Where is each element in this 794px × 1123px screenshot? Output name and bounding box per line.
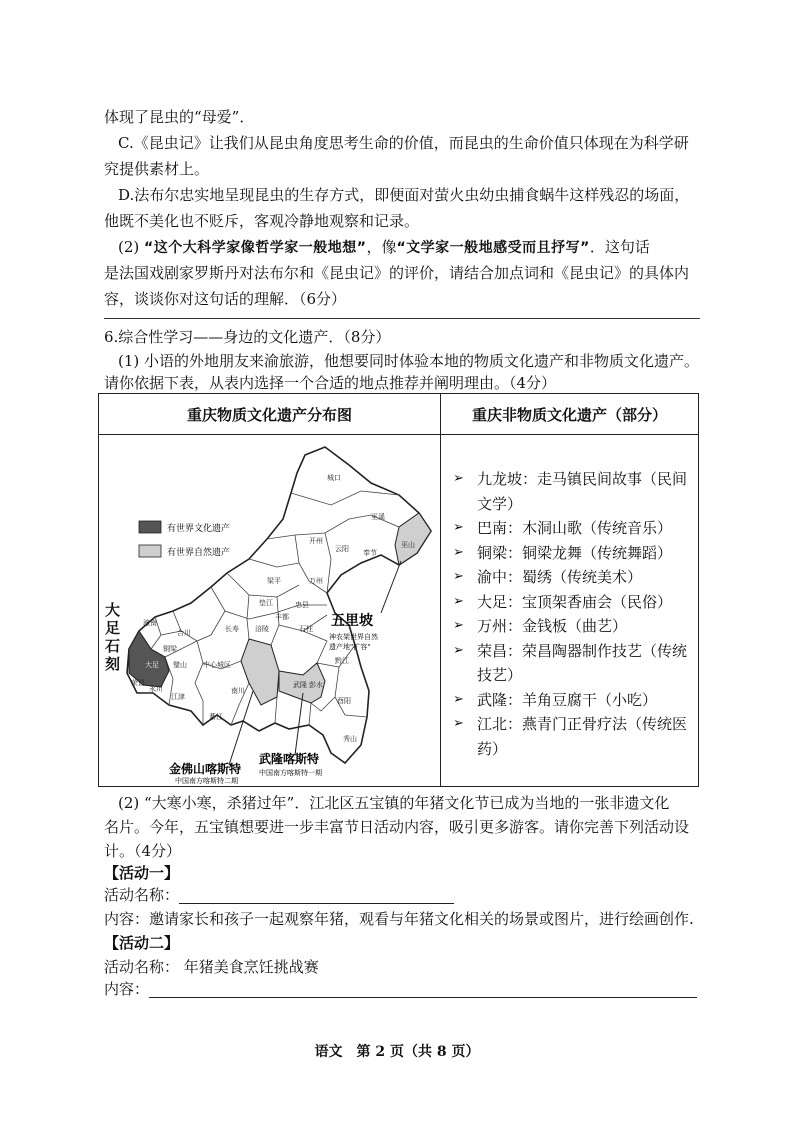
text-line: 究提供素材上。: [104, 160, 210, 178]
text-fragment: ，像: [366, 238, 397, 256]
activity-2-content-row: [104, 978, 697, 1000]
label-dazu: 大足: [145, 661, 159, 669]
text-line: 名片。今年，五宝镇想要进一步丰富节日活动内容，吸引更多游客。请你完善下列活动设: [104, 818, 690, 836]
label-bishan: 璧山: [173, 661, 187, 669]
label-xiushan: 秀山: [343, 735, 357, 743]
label-wushan: 巫山: [401, 541, 415, 549]
list-item: [453, 516, 688, 541]
label-tongnan: 潼南: [143, 619, 157, 627]
list-item-text: 大足：宝顶架香庙会（民俗）: [477, 592, 673, 611]
intangible-list: [441, 435, 698, 761]
arrow-bullet-icon: ➢: [453, 471, 464, 486]
text-fragment: ．这句话: [589, 238, 650, 256]
legend-nature-label: 有世界自然遗产: [167, 548, 231, 558]
list-item: [453, 639, 688, 664]
label-shizhu: 石柱: [299, 625, 313, 633]
label-rongchang: 荣昌: [131, 679, 145, 687]
legend-nature-swatch: [139, 545, 161, 557]
answer-line[interactable]: [104, 318, 700, 319]
activity-1-name-blank[interactable]: [179, 887, 454, 904]
dazu-callout: [105, 601, 125, 673]
wulipo-title: 五里坡: [331, 613, 373, 629]
list-item-cont: [453, 737, 688, 762]
dazu-char-1: 大: [105, 601, 121, 619]
list-item-cont: [453, 492, 688, 517]
list-item: [453, 565, 688, 590]
label-tongliang: 铜梁: [163, 645, 177, 653]
label-zhongxian: 忠县: [295, 601, 309, 609]
label-qianjiang: 黔江: [335, 657, 349, 665]
label-pengshui: 彭水: [309, 681, 323, 689]
map-cell: [99, 435, 441, 787]
label-kaizhou: 开州: [309, 537, 323, 545]
wulipo-sub1: 神农架世界自然: [329, 633, 378, 641]
legend-culture-label: 有世界文化遗产: [167, 524, 231, 534]
map-outline: [127, 447, 431, 763]
activity-2-heading: 【活动二】: [104, 934, 180, 952]
question-6-title: 6.综合性学习——身边的文化遗产．（8分）: [104, 328, 391, 346]
list-item: [453, 614, 688, 639]
arrow-bullet-icon: ➢: [453, 691, 464, 707]
heritage-table: [98, 393, 699, 787]
list-item: [453, 688, 688, 713]
arrow-bullet-icon: ➢: [453, 569, 464, 584]
intangible-list-cell: [441, 435, 699, 787]
list-item: [453, 467, 688, 492]
text-line: 他既不美化也不贬斥，客观冷静地观察和记录。: [104, 212, 420, 230]
activity-2-content-label: 内容：: [104, 980, 150, 998]
text-line: 是法国戏剧家罗斯丹对法布尔和《昆虫记》的评价，请结合加点词和《昆虫记》的具体内: [104, 264, 690, 282]
list-item-text: 文学）: [477, 494, 523, 513]
activity-1-name-row: [104, 884, 454, 906]
arrow-bullet-icon: ➢: [453, 593, 464, 609]
jinfo-sub: 中国南方喀斯特二期: [175, 777, 238, 785]
activity-1-content: 内容：邀请家长和孩子一起观察年猪，观看与年猪文化相关的场景或图片，进行绘画创作.: [104, 910, 694, 928]
wulong-title: 武隆喀斯特: [259, 752, 320, 766]
list-item: [453, 590, 688, 615]
list-item-text: 荣昌：荣昌陶器制作技艺（传统: [477, 641, 688, 660]
text-line: (1) 小语的外地朋友来渝旅游，他想要同时体验本地的物质文化遗产和非物质文化遗产。: [118, 352, 700, 370]
arrow-bullet-icon: ➢: [453, 520, 464, 535]
question-number: (2): [118, 238, 140, 256]
quote-philosopher: “这个大科学家像哲学家一般地想”: [144, 240, 367, 256]
arrow-bullet-icon: ➢: [453, 642, 464, 658]
label-center: 中心城区: [203, 661, 231, 669]
label-qijiang: 綦江: [209, 713, 223, 721]
legend-culture-swatch: [139, 521, 161, 533]
quote-writer: “文学家一般地感受而且抒写”: [396, 240, 590, 256]
list-header: 重庆非物质文化遗产（部分）: [441, 394, 699, 435]
dazu-char-3: 石: [105, 637, 121, 655]
list-item: [453, 541, 688, 566]
label-youyang: 酉阳: [337, 697, 351, 705]
text-line: 体现了昆虫的“母爱”．: [104, 108, 255, 126]
label-liangping: 梁平: [267, 577, 281, 585]
list-item-text: 巴南：木洞山歌（传统音乐）: [477, 519, 673, 537]
activity-1-name-label: 活动名称：: [104, 886, 180, 904]
text-line: (2) “大寒小寒，杀猪过年”．江北区五宝镇的年猪文化节已成为当地的一张非遗文化: [118, 794, 670, 812]
label-chengkou: 城口: [327, 474, 341, 482]
option-c: C.《昆虫记》让我们从昆虫角度思考生命的价值，而昆虫的生命价值只体现在为科学研: [118, 134, 689, 152]
label-wuxi: 巫溪: [371, 513, 385, 521]
label-fengdu: 丰都: [275, 613, 289, 621]
label-changshou: 长寿: [225, 625, 239, 633]
jinfo-title: 金佛山喀斯特: [169, 762, 242, 776]
list-item-text: 渝中：蜀绣（传统美术）: [477, 568, 643, 586]
text-line: 容，谈谈你对这句话的理解．（6分）: [104, 290, 347, 308]
text-line: 计。（4分）: [104, 842, 182, 860]
text-line: 请你依据下表，从表内选择一个合适的地点推荐并阐明理由。（4分）: [104, 374, 557, 392]
label-dianjiang: 垫江: [259, 599, 273, 607]
list-item-cont: [453, 663, 688, 688]
dazu-char-2: 足: [105, 619, 121, 637]
arrow-bullet-icon: ➢: [453, 544, 464, 560]
list-item-text: 药）: [477, 739, 508, 758]
list-item-text: 江北：燕青门正骨疗法（传统医: [477, 715, 688, 733]
dazu-callout-text: [105, 601, 125, 673]
label-fuling: 涪陵: [255, 625, 269, 633]
chongqing-map: [99, 435, 439, 785]
wulong-sub: 中国南方喀斯特一期: [259, 769, 322, 777]
wulipo-sub2: 遗产地"扩容": [329, 643, 371, 651]
label-yunyang: 云阳: [335, 545, 349, 553]
list-item-text: 铜梁：铜梁龙舞（传统舞蹈）: [477, 543, 673, 562]
question-2: [118, 236, 650, 259]
list-item: [453, 712, 688, 737]
list-item-text: 技艺）: [477, 666, 523, 684]
wulipo-pointer: [381, 561, 401, 613]
label-wanzhou: 万州: [309, 577, 323, 585]
list-item-text: 九龙坡：走马镇民间故事（民间: [477, 470, 688, 488]
label-fengjie: 奉节: [363, 549, 377, 557]
dazu-char-4: 刻: [105, 655, 121, 673]
arrow-bullet-icon: ➢: [453, 618, 464, 633]
activity-2-content-blank[interactable]: [149, 981, 697, 998]
activity-1-heading: 【活动一】: [104, 864, 180, 882]
label-yongchuan: 永川: [149, 685, 163, 693]
list-item-text: 万州：金钱板（曲艺）: [477, 617, 628, 635]
label-jiangjin: 江津: [171, 693, 185, 701]
label-wulong: 武隆: [293, 681, 307, 689]
arrow-bullet-icon: ➢: [453, 716, 464, 731]
page-footer: 语文 第 2 页（共 8 页）: [314, 1044, 480, 1060]
list-item-text: 武隆：羊角豆腐干（小吃）: [477, 690, 658, 709]
option-d: D.法布尔忠实地呈现昆虫的生存方式，即便面对萤火虫幼虫捕食蜗牛这样残忍的场面，: [118, 186, 690, 204]
label-hechuan: 合川: [177, 629, 191, 637]
activity-2-name: 活动名称： 年猪美食烹饪挑战赛: [104, 958, 319, 976]
map-header: 重庆物质文化遗产分布图: [99, 394, 441, 435]
label-nanchuan: 南川: [231, 687, 245, 695]
